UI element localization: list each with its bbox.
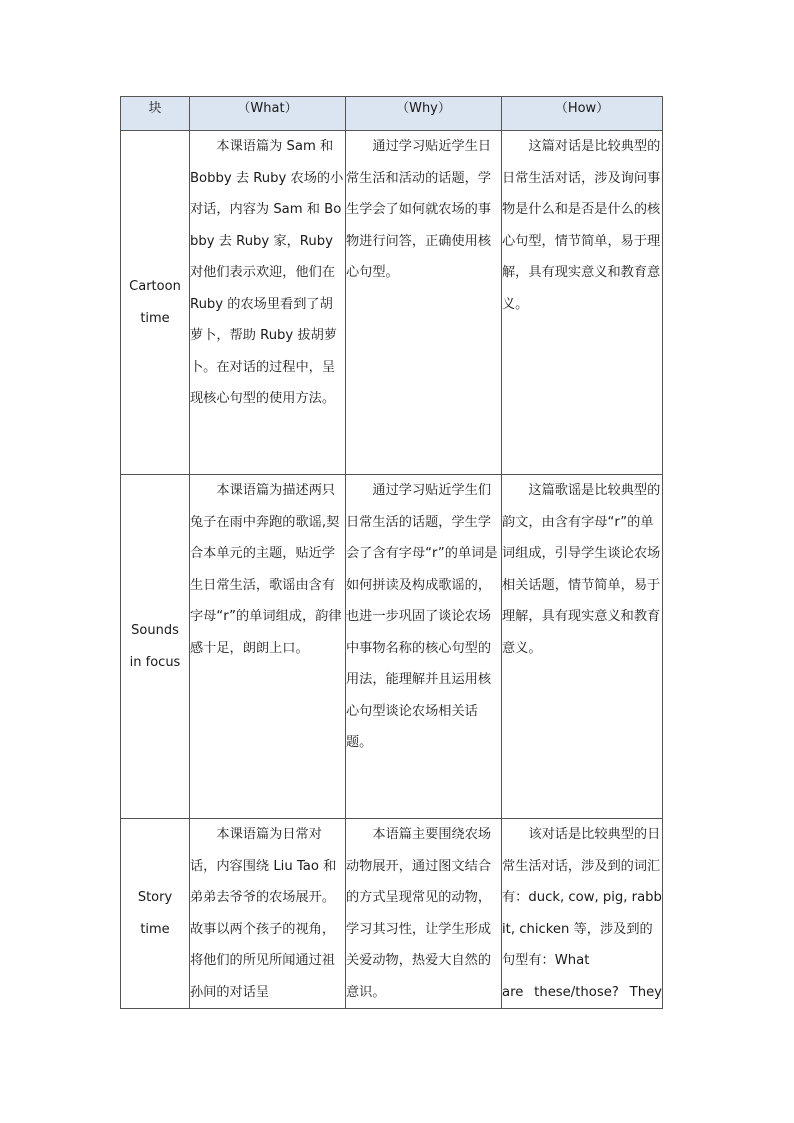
cell-what: 本课语篇为 Sam 和 Bobby 去 Ruby 农场的小对话，内容为 Sam 和 Bobby 去 Ruby 家，Ruby 对他们表示欢迎，他们在 Ruby 的农场里看到了胡萝卜，帮助 Ruby 拔胡萝卜。在对话的过程中，呈现核心句型的使用方法。 xyxy=(190,131,346,475)
header-block: 块 xyxy=(121,97,190,131)
header-why: （Why） xyxy=(346,97,502,131)
header-what: （What） xyxy=(190,97,346,131)
cell-how: 这篇歌谣是比较典型的韵文，由含有字母“r”的单词组成，引导学生谈论农场相关话题，情节简单，易于理解，具有现实意义和教育意义。 xyxy=(502,475,663,819)
cell-how: 这篇对话是比较典型的日常生活对话，涉及询问事物是什么和是否是什么的核心句型，情节简单，易于理解，具有现实意义和教育意义。 xyxy=(502,131,663,475)
table-row xyxy=(121,475,663,819)
row-label-sounds-in-focus: Sounds in focus xyxy=(121,475,190,819)
cell-why: 本语篇主要围绕农场动物展开，通过图文结合的方式呈现常见的动物，学习其习性，让学生形成关爱动物，热爱大自然的意识。 xyxy=(346,819,502,1009)
header-row xyxy=(121,97,663,131)
unit-analysis-table xyxy=(120,96,663,1009)
cell-what: 本课语篇为日常对话，内容围绕 Liu Tao 和弟弟去爷爷的农场展开。故事以两个孩子的视角，将他们的所见所闻通过祖孙间的对话呈 xyxy=(190,819,346,1009)
cell-why: 通过学习贴近学生日常生活和活动的话题，学生学会了如何就农场的事物进行问答，正确使用核心句型。 xyxy=(346,131,502,475)
cell-how: 该对话是比较典型的日常生活对话，涉及到的词汇有：duck, cow, pig, rabbit, chicken 等，涉及到的句型有：What are these/those? They xyxy=(502,819,663,1009)
row-label-story-time: Story time xyxy=(121,819,190,1009)
table-row xyxy=(121,819,663,1009)
cell-what: 本课语篇为描述两只兔子在雨中奔跑的歌谣,契合本单元的主题，贴近学生日常生活，歌谣由含有字母“r”的单词组成，韵律感十足，朗朗上口。 xyxy=(190,475,346,819)
cell-why: 通过学习贴近学生们日常生活的话题，学生学会了含有字母“r”的单词是如何拼读及构成歌谣的，也进一步巩固了谈论农场中事物名称的核心句型的用法，能理解并且运用核心句型谈论农场相关话题。 xyxy=(346,475,502,819)
header-how: （How） xyxy=(502,97,663,131)
table-row xyxy=(121,131,663,475)
row-label-cartoon-time: Cartoon time xyxy=(121,131,190,475)
